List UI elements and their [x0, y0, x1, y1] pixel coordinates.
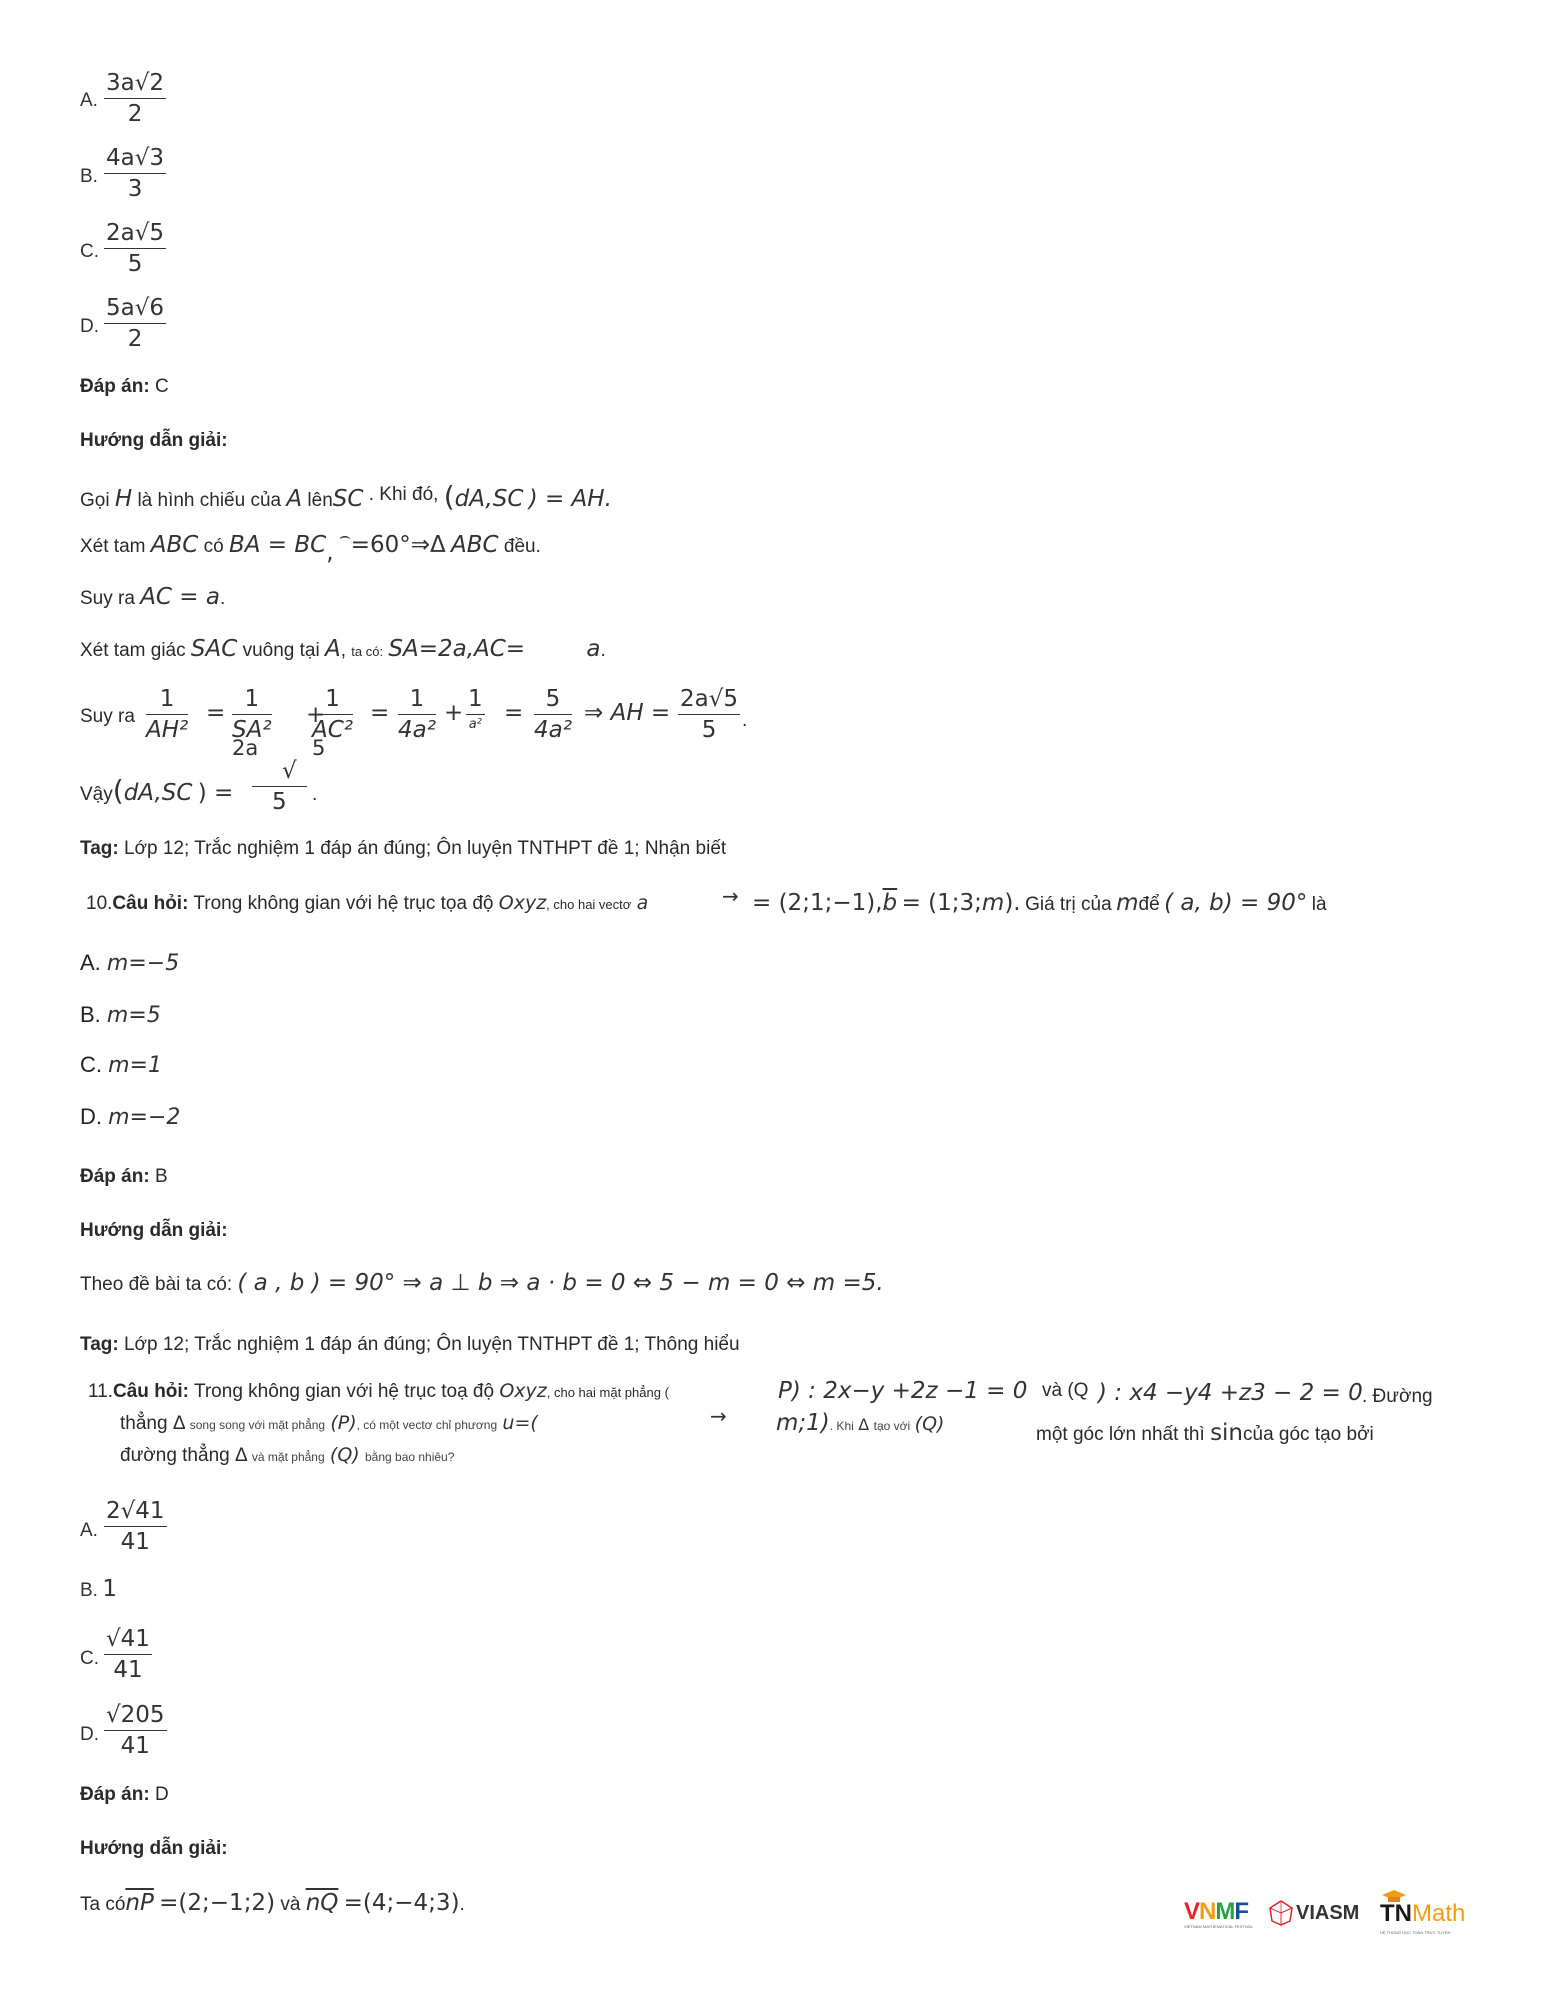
text: Suy ra	[80, 588, 135, 609]
tag-value: Lớp 12; Trắc nghiệm 1 đáp án đúng; Ôn luyện TNTHPT đề 1; Thông hiểu	[123, 1334, 740, 1355]
text: Xét tam	[80, 536, 146, 557]
answer-line	[80, 1166, 168, 1188]
fraction-numerator: √	[252, 758, 307, 787]
fraction-denominator: 41	[113, 1657, 143, 1683]
option-d-fraction	[104, 295, 166, 352]
logo-text-math: Math	[1412, 1900, 1466, 1927]
guide-line-1: Gọi H là hình chiếu của A lênSC . Khi đó, (dA,SC ) = AH.	[80, 480, 612, 513]
text: . Đường	[1362, 1386, 1433, 1407]
text: vuông tại	[242, 640, 320, 661]
equals: =	[504, 700, 524, 726]
math: A	[324, 636, 341, 662]
math: =(2;−1;2)	[159, 1890, 276, 1916]
fraction-numerator: 2a√5	[678, 686, 740, 715]
answer-label: Đáp án:	[80, 1784, 150, 1805]
fraction-numerator: √205	[104, 1702, 167, 1731]
fraction-denominator: 2	[127, 326, 143, 352]
option-value: m=1	[108, 1053, 162, 1078]
math: d	[123, 780, 139, 806]
fraction-denominator: AC²	[312, 717, 354, 743]
math: Δ	[858, 1415, 870, 1434]
guide-heading: Hướng dẫn giải:	[80, 430, 228, 451]
logo-text-tn: TN	[1380, 1900, 1412, 1927]
tag-label: Tag:	[80, 1334, 119, 1355]
option-a-fraction[interactable]	[104, 1498, 167, 1555]
text: song song với mặt phẳng	[189, 1418, 326, 1432]
option-a-fraction	[104, 70, 166, 127]
fraction-denominator: 5	[127, 251, 143, 277]
equals: =	[206, 700, 226, 726]
math: A,SC	[469, 486, 524, 512]
question-number: 11.	[88, 1381, 114, 1402]
math: A	[286, 486, 303, 512]
q10-option-a[interactable]	[80, 950, 179, 976]
math: =60°⇒Δ	[350, 532, 446, 558]
math: m	[1116, 890, 1139, 916]
answer-label: Đáp án:	[80, 376, 150, 397]
question-11-line-2b	[776, 1410, 944, 1436]
frac-1-over-sa2	[232, 686, 272, 743]
extra-2a: 2a	[232, 736, 259, 760]
frac-1-over-ah2	[146, 686, 188, 743]
math: a	[586, 636, 601, 662]
text: đều.	[503, 536, 541, 557]
fraction-denominator: 2	[127, 101, 143, 127]
logo-text: VIASM	[1296, 1902, 1360, 1924]
math: d	[454, 486, 470, 512]
option-b-letter: B.	[80, 166, 98, 187]
option-letter: B.	[80, 1580, 98, 1601]
fraction-denominator: AH²	[146, 717, 189, 743]
option-c-letter: C.	[80, 241, 99, 262]
math: $\overline{nP}$	[125, 1890, 154, 1916]
fraction-numerator: 2√41	[104, 1498, 167, 1527]
option-a-letter: A.	[80, 1520, 98, 1541]
option-c-fraction	[104, 220, 166, 277]
guide-line-6: Vậy(dA,SC ) =	[80, 774, 234, 807]
option-c-fraction[interactable]	[104, 1626, 152, 1683]
option-b[interactable]	[80, 1576, 117, 1602]
math: BA = BC	[228, 532, 327, 558]
text: tạo với	[873, 1419, 911, 1433]
question-10	[86, 892, 648, 915]
extra-5: 5	[312, 736, 326, 760]
math: A,SC	[138, 780, 193, 806]
text: .	[219, 588, 226, 609]
text: Theo đề bài ta có:	[80, 1274, 233, 1295]
viasm-logo	[1268, 1900, 1360, 1931]
tag-label: Tag:	[80, 838, 119, 859]
guide-line	[80, 1270, 884, 1296]
footer-logos	[1184, 1896, 1504, 1936]
fraction-numerator: 1	[466, 686, 485, 715]
option-value: m=−5	[106, 951, 180, 976]
option-letter: B.	[80, 1002, 101, 1027]
question-number: 10.	[86, 893, 113, 914]
math: = (2;1;−1),	[752, 890, 883, 916]
frac-1-over-ac2	[312, 686, 353, 743]
text: đường thẳng Δ	[120, 1445, 247, 1466]
text: một góc lớn nhất thì	[1036, 1424, 1205, 1445]
plus: +	[444, 700, 464, 726]
option-value: m=−2	[108, 1105, 181, 1130]
and-q: và (Q	[1042, 1380, 1089, 1401]
text: Gọi	[80, 490, 110, 511]
fraction-numerator: √41	[104, 1626, 152, 1655]
text: thẳng Δ	[120, 1413, 185, 1434]
question-11-line-2	[120, 1412, 538, 1435]
q10-option-b[interactable]	[80, 1002, 161, 1028]
math: ABC	[150, 532, 199, 558]
math: ( a, b) = 90°	[1164, 890, 1308, 916]
text: là	[1311, 894, 1327, 915]
equals: =	[370, 700, 390, 726]
period: .	[742, 710, 748, 731]
text: Trong không gian với hệ trục toạ độ	[193, 1381, 495, 1402]
option-c-letter: C.	[80, 1648, 99, 1669]
math: m	[981, 890, 1005, 916]
guide-line-4	[80, 636, 606, 662]
math: sin	[1210, 1420, 1244, 1446]
fraction-denominator: 3	[127, 176, 143, 202]
math: ).	[1004, 890, 1021, 916]
text: là hình chiếu của	[137, 490, 282, 511]
text: Vậy	[80, 784, 113, 805]
text: Giá trị của	[1025, 894, 1112, 915]
option-a-letter: A.	[80, 90, 98, 111]
fraction-denominator: SA²	[232, 717, 272, 743]
implies-ah: ⇒ AH =	[584, 700, 671, 726]
math: =(4;−4;3)	[343, 1890, 460, 1916]
frac-5-over-4a2	[534, 686, 572, 743]
math: H	[114, 486, 133, 512]
question-11-line-1	[88, 1380, 669, 1403]
math: u=(	[502, 1412, 538, 1434]
fraction-numerator: 1	[312, 686, 353, 715]
math: ) =	[197, 780, 234, 806]
answer-line	[80, 376, 169, 398]
frac-1-over-a2	[466, 686, 485, 732]
math: SC	[332, 486, 364, 512]
text: , cho hai vectơ	[546, 897, 632, 912]
question-label: Câu hỏi:	[113, 1381, 190, 1402]
frac-1-over-4a2	[398, 686, 436, 743]
math: Oxyz	[498, 892, 547, 914]
math: a	[636, 892, 649, 914]
option-letter: A.	[80, 950, 101, 975]
text: bằng bao nhiêu?	[364, 1450, 455, 1464]
plane-q-equation: ) : x4 −y4 +z3 − 2 = 0	[1098, 1380, 1363, 1406]
answer-value: D	[154, 1784, 169, 1805]
period: .	[312, 784, 318, 805]
text: . Khi	[829, 1419, 854, 1433]
math: = (1;3;	[901, 890, 982, 916]
fraction-denominator: 5	[701, 717, 717, 743]
guide-line-5-lead: Suy ra	[80, 706, 135, 727]
guide-line	[80, 1890, 465, 1916]
question-11-line-2c	[1036, 1420, 1374, 1446]
option-d-fraction[interactable]	[104, 1702, 167, 1759]
guide-heading: Hướng dẫn giải:	[80, 1838, 228, 1859]
math: $\overline{nQ}$	[305, 1890, 339, 1916]
answer-label: Đáp án:	[80, 1166, 150, 1187]
fraction-numerator: 2a√5	[104, 220, 166, 249]
q10-option-c[interactable]	[80, 1052, 162, 1078]
frac-sqrt-over-5	[252, 758, 307, 815]
frac-2a-sqrt5-over-5	[678, 686, 740, 743]
text: ta có:	[351, 644, 384, 659]
fraction-denominator: 41	[120, 1529, 150, 1555]
text: .	[600, 640, 606, 661]
angle-mark: ⌢	[338, 526, 351, 547]
math: ABC	[451, 532, 499, 558]
text: để	[1138, 894, 1160, 915]
option-d-letter: D.	[80, 316, 99, 337]
math: ( a , b ) = 90° ⇒ a ⊥ b ⇒ a · b = 0 ⇔ 5 − m = 0 ⇔ m =5.	[237, 1270, 884, 1296]
fraction-numerator: 4a√3	[104, 145, 166, 174]
option-letter: C.	[80, 1052, 102, 1077]
text: . Khi đó,	[368, 484, 439, 505]
fraction-numerator: 3a√2	[104, 70, 166, 99]
text: có	[203, 536, 224, 557]
text: Xét tam giác	[80, 640, 186, 661]
logo-subtitle: VIETNAM MATHEMATICAL FESTIVAL	[1184, 1924, 1254, 1929]
plus: +	[306, 702, 326, 728]
math: (Q)	[329, 1444, 360, 1466]
question-11-line-3	[120, 1444, 454, 1467]
fraction-numerator: 1	[146, 686, 188, 715]
text: .	[459, 1894, 465, 1915]
text: , có một vectơ chỉ phương	[356, 1418, 498, 1432]
math: $\overline{b}$	[882, 890, 898, 916]
logo-subtitle: HỆ THỐNG HỌC TOÁN TRỰC TUYẾN	[1380, 1930, 1451, 1935]
option-value: 1	[102, 1576, 118, 1602]
fraction-numerator: 1	[232, 686, 272, 715]
guide-heading: Hướng dẫn giải:	[80, 1220, 228, 1241]
plane-p-equation: P) : 2x−y +2z −1 = 0	[778, 1378, 1028, 1404]
text: của góc tạo bởi	[1243, 1424, 1374, 1445]
text: Ta có	[80, 1894, 126, 1915]
math: m;1)	[776, 1410, 830, 1436]
math: (Q)	[914, 1413, 945, 1435]
fraction-denominator: 5	[272, 789, 287, 815]
question-10-expr	[752, 890, 1327, 916]
text: và mặt phẳng	[251, 1450, 325, 1464]
text: và	[280, 1894, 301, 1915]
text: , cho hai mặt phẳng (	[546, 1385, 669, 1400]
math: AC = a	[140, 584, 220, 610]
fraction-denominator: 4a²	[534, 717, 572, 743]
math: SAC	[190, 636, 238, 662]
fraction-denominator: 41	[120, 1733, 150, 1759]
answer-line	[80, 1784, 169, 1806]
option-letter: D.	[80, 1104, 102, 1129]
guide-line-3	[80, 584, 225, 610]
tag-value: Lớp 12; Trắc nghiệm 1 đáp án đúng; Ôn luyện TNTHPT đề 1; Nhận biết	[123, 838, 727, 859]
fraction-numerator: 5a√6	[104, 295, 166, 324]
fraction-numerator: 5	[534, 686, 572, 715]
text: Trong không gian với hệ trục tọa độ	[193, 893, 494, 914]
polyhedron-icon	[1268, 1900, 1294, 1926]
question-label: Câu hỏi:	[112, 893, 189, 914]
answer-value: B	[154, 1166, 168, 1187]
fraction-denominator: 4a²	[398, 717, 436, 743]
tag-line	[80, 1334, 740, 1356]
math: (P)	[330, 1412, 357, 1434]
option-b-fraction	[104, 145, 166, 202]
arrow: →	[710, 1404, 727, 1428]
option-value: m=5	[106, 1003, 161, 1028]
text: lên	[307, 490, 333, 511]
math: Oxyz	[499, 1380, 547, 1402]
math: SA=2a,AC=	[388, 636, 526, 662]
math: ) = AH.	[528, 486, 612, 512]
option-d-letter: D.	[80, 1724, 99, 1745]
arrow: →	[722, 884, 739, 908]
tag-line	[80, 838, 726, 860]
guide-line-2	[80, 526, 541, 566]
answer-value: C	[154, 376, 169, 397]
fraction-denominator: a²	[468, 717, 482, 732]
q10-option-d[interactable]	[80, 1104, 180, 1130]
text: ,	[340, 640, 346, 661]
vnmf-logo: VNMF VIETNAM MATHEMATICAL FESTIVAL	[1184, 1898, 1254, 1929]
fraction-numerator: 1	[398, 686, 436, 715]
math: ,	[326, 540, 334, 566]
